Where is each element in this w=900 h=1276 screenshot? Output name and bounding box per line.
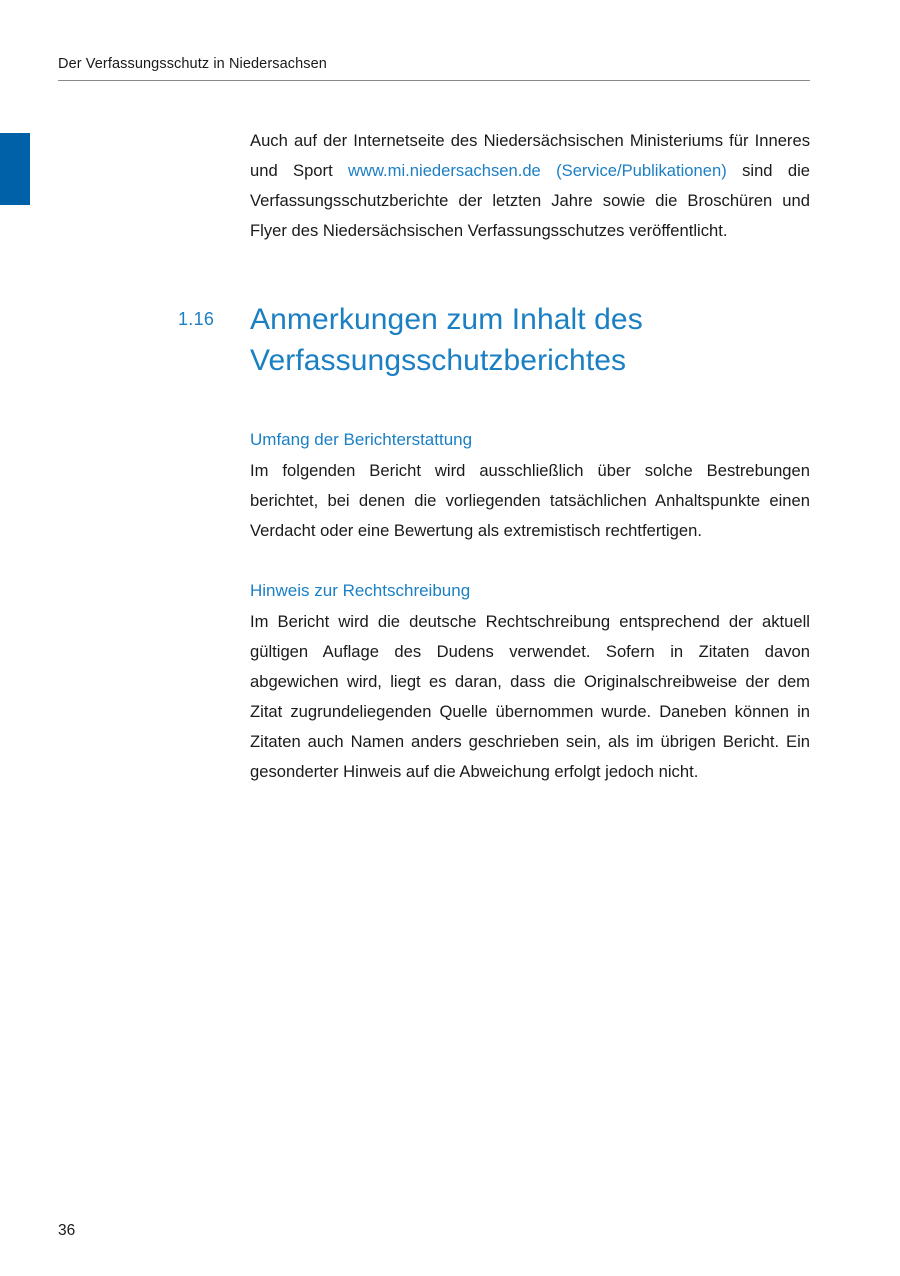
ministry-website-link[interactable]: www.mi.niedersachsen.de (Service/Publikationen) bbox=[348, 161, 727, 180]
running-header bbox=[58, 54, 810, 74]
header-divider bbox=[58, 80, 810, 81]
subsection-heading: Umfang der Berichterstattung bbox=[250, 430, 473, 449]
subsection-paragraph: Im Bericht wird die deutsche Rechtschreibung entsprechend der aktuell gültigen Auflage des Dudens verwendet. Sofern in Zitaten davon abgewichen wird, liegt es daran, dass die Originalschreibweise der dem Zitat zugrundeliegenden Quelle übernommen wurde. Daneben können in Zitaten auch Namen anders geschrieben sein, als im übrigen Bericht. Ein gesonderter Hinweis auf die Abweichung erfolgt jedoch nicht. bbox=[250, 612, 810, 781]
subsection-paragraph: Im folgenden Bericht wird ausschließlich über solche Bestrebungen berichtet, bei denen die vorliegenden tatsächlichen Anhaltspunkte einen Verdacht oder eine Bewertung als extremistisch rechtfertigen. bbox=[250, 461, 810, 540]
section-number: 1.16 bbox=[178, 309, 215, 329]
chapter-edge-marker bbox=[0, 133, 30, 205]
page-number: 36 bbox=[58, 1222, 76, 1239]
subsection-heading: Hinweis zur Rechtschreibung bbox=[250, 581, 471, 600]
subsection-umfang bbox=[250, 427, 810, 546]
section-title: Anmerkungen zum Inhalt des Verfassungsschutzberichtes bbox=[250, 303, 643, 377]
intro-text-part2: sind die Verfassungsschutzberichte der letzten Jahre sowie die Broschüren und Flyer des Niedersächsischen Verfassungsschutzes veröffentlicht. bbox=[250, 161, 810, 240]
section-heading-block bbox=[178, 299, 810, 391]
intro-text-part1: Auch auf der Internetseite des Niedersächsischen Ministeriums für Inneres und Sport bbox=[250, 131, 810, 180]
main-text-column bbox=[178, 126, 810, 787]
running-header-text: Der Verfassungsschutz in Niedersachsen bbox=[58, 56, 327, 72]
intro-paragraph bbox=[250, 126, 810, 246]
subsection-rechtschreibung bbox=[250, 578, 810, 787]
